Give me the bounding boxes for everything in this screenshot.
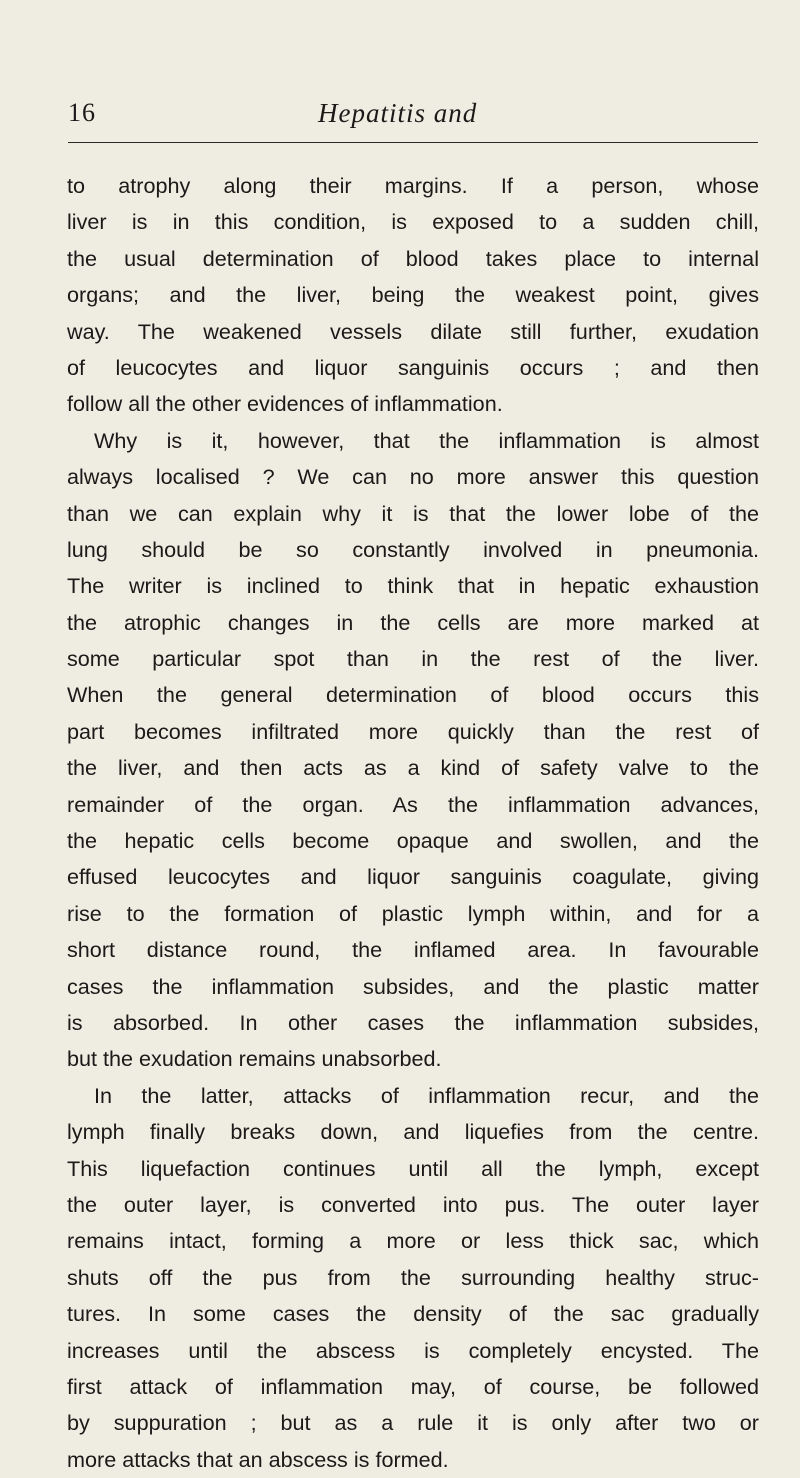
text-line: organs; and the liver, being the weakest point, gives <box>67 282 759 308</box>
text-line: way. The weakened vessels dilate still further, exudation <box>67 318 759 344</box>
text-line: remains intact, forming a more or less thick sac, which <box>67 1228 759 1254</box>
text-line: some particular spot than in the rest of the liver. <box>67 646 759 672</box>
text-line: The writer is inclined to think that in hepatic exhaustion <box>67 573 759 599</box>
page-number: 16 <box>68 98 96 127</box>
text-line: effused leucocytes and liquor sanguinis coagulate, giving <box>67 864 759 890</box>
text-line: than we can explain why it is that the lower lobe of the <box>67 500 759 526</box>
text-line: tures. In some cases the density of the sac gradually <box>67 1301 759 1327</box>
text-line: In the latter, attacks of inflammation recur, and the <box>94 1082 759 1108</box>
text-line: first attack of inflammation may, of course, be followed <box>67 1373 759 1399</box>
text-line: the hepatic cells become opaque and swollen, and the <box>67 828 759 854</box>
text-line: is absorbed. In other cases the inflammation subsides, <box>67 1009 759 1035</box>
text-line: the usual determination of blood takes place to internal <box>67 245 759 271</box>
text-line: shuts off the pus from the surrounding healthy struc- <box>67 1264 759 1290</box>
text-line: more attacks that an abscess is formed. <box>67 1446 449 1472</box>
text-line: but the exudation remains unabsorbed. <box>67 1046 442 1072</box>
text-line: Why is it, however, that the inflammation is almost <box>94 427 759 453</box>
text-line: This liquefaction continues until all the lymph, except <box>67 1155 759 1181</box>
text-line: liver is in this condition, is exposed to a sudden chill, <box>67 209 759 235</box>
text-line: lymph finally breaks down, and liquefies from the centre. <box>67 1119 759 1145</box>
text-line: the liver, and then acts as a kind of safety valve to the <box>67 755 759 781</box>
text-line: part becomes infiltrated more quickly than the rest of <box>67 718 759 744</box>
text-line: the atrophic changes in the cells are more marked at <box>67 609 759 635</box>
text-line: by suppuration ; but as a rule it is only after two or <box>67 1410 759 1436</box>
text-line: to atrophy along their margins. If a person, whose <box>67 173 759 198</box>
text-line: lung should be so constantly involved in pneumonia. <box>67 536 759 562</box>
running-title: Hepatitis and <box>318 98 478 128</box>
running-head <box>68 98 758 134</box>
body-text <box>67 168 759 1478</box>
text-line: When the general determination of blood occurs this <box>67 682 759 708</box>
text-line: of leucocytes and liquor sanguinis occurs ; and then <box>67 354 759 380</box>
text-line: increases until the abscess is completely encysted. The <box>67 1337 759 1363</box>
text-line: always localised ? We can no more answer this question <box>67 464 759 490</box>
text-line: rise to the formation of plastic lymph within, and for a <box>67 900 759 926</box>
text-line: the outer layer, is converted into pus. The outer layer <box>67 1191 759 1217</box>
text-line: short distance round, the inflamed area. In favourable <box>67 937 759 963</box>
text-line: follow all the other evidences of inflammation. <box>67 391 503 417</box>
text-line: remainder of the organ. As the inflammation advances, <box>67 791 759 817</box>
header-rule <box>68 142 758 143</box>
text-line: cases the inflammation subsides, and the plastic matter <box>67 973 759 999</box>
